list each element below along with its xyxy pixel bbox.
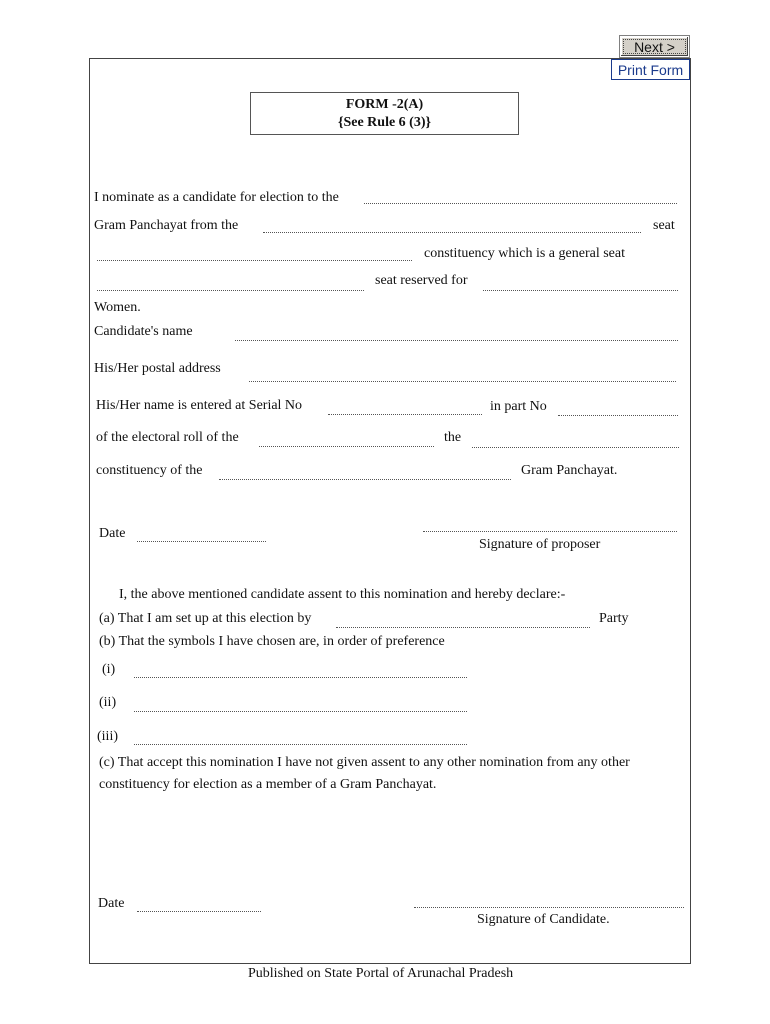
- reserved-for-field[interactable]: [483, 290, 678, 291]
- constituency-field[interactable]: [97, 260, 412, 261]
- symbol-1-field[interactable]: [134, 677, 467, 678]
- serial-no-field[interactable]: [328, 414, 482, 415]
- gram-panchayat-from-label: Gram Panchayat from the: [94, 218, 239, 233]
- postal-address-label: His/Her postal address: [94, 361, 221, 376]
- declaration-a-label: (a) That I am set up at this election by: [99, 611, 312, 626]
- candidate-date-field[interactable]: [137, 911, 261, 912]
- symbol-2-label: (ii): [99, 695, 117, 710]
- symbol-3-label: (iii): [97, 729, 118, 744]
- seat-reserved-label: seat reserved for: [375, 273, 468, 288]
- form-number: FORM -2(A): [345, 97, 424, 112]
- declaration-b-label: (b) That the symbols I have chosen are, in order of preference: [99, 634, 445, 649]
- nominate-label: I nominate as a candidate for election to the: [94, 190, 339, 205]
- rule-reference: {See Rule 6 (3)}: [337, 115, 432, 130]
- electoral-roll-of-field[interactable]: [472, 447, 679, 448]
- declaration-c-line2: constituency for election as a member of a Gram Panchayat.: [99, 777, 437, 792]
- party-label: Party: [599, 611, 629, 626]
- electoral-roll-field[interactable]: [259, 446, 434, 447]
- candidate-signature-label: Signature of Candidate.: [477, 912, 610, 927]
- the-label: the: [444, 430, 462, 445]
- serial-no-label: His/Her name is entered at Serial No: [96, 398, 303, 413]
- proposer-date-label: Date: [99, 526, 126, 541]
- declaration-intro: I, the above mentioned candidate assent to this nomination and hereby declare:-: [119, 587, 566, 602]
- electoral-roll-label: of the electoral roll of the: [96, 430, 239, 445]
- candidate-date-label: Date: [98, 896, 125, 911]
- declaration-c-line1: (c) That accept this nomination I have not given assent to any other nomination from any other: [99, 755, 630, 770]
- part-no-field[interactable]: [558, 415, 678, 416]
- constituency-of-field[interactable]: [219, 479, 511, 480]
- constituency-of-label: constituency of the: [96, 463, 203, 478]
- form-title: [250, 92, 519, 135]
- women-label: Women.: [94, 300, 141, 315]
- part-no-label: in part No: [490, 399, 547, 414]
- symbol-2-field[interactable]: [134, 711, 467, 712]
- postal-address-field[interactable]: [249, 381, 676, 382]
- candidate-name-field[interactable]: [235, 340, 678, 341]
- next-button[interactable]: Next >: [620, 36, 689, 57]
- seat-type-field[interactable]: [97, 290, 364, 291]
- candidate-name-label: Candidate's name: [94, 324, 193, 339]
- general-seat-label: constituency which is a general seat: [424, 246, 625, 261]
- seat-label: seat: [653, 218, 675, 233]
- proposer-signature-label: Signature of proposer: [479, 537, 601, 552]
- print-form-button[interactable]: Print Form: [611, 59, 690, 80]
- footer-text: Published on State Portal of Arunachal Pradesh: [248, 966, 514, 981]
- symbol-1-label: (i): [102, 662, 116, 677]
- gram-panchayat-label: Gram Panchayat.: [521, 463, 618, 478]
- proposer-date-field[interactable]: [137, 541, 266, 542]
- candidate-signature-field[interactable]: [414, 907, 684, 908]
- symbol-3-field[interactable]: [134, 744, 467, 745]
- proposer-signature-field[interactable]: [423, 531, 677, 532]
- election-to-field[interactable]: [364, 203, 677, 204]
- set-up-by-field[interactable]: [336, 627, 590, 628]
- gram-panchayat-from-field[interactable]: [263, 232, 641, 233]
